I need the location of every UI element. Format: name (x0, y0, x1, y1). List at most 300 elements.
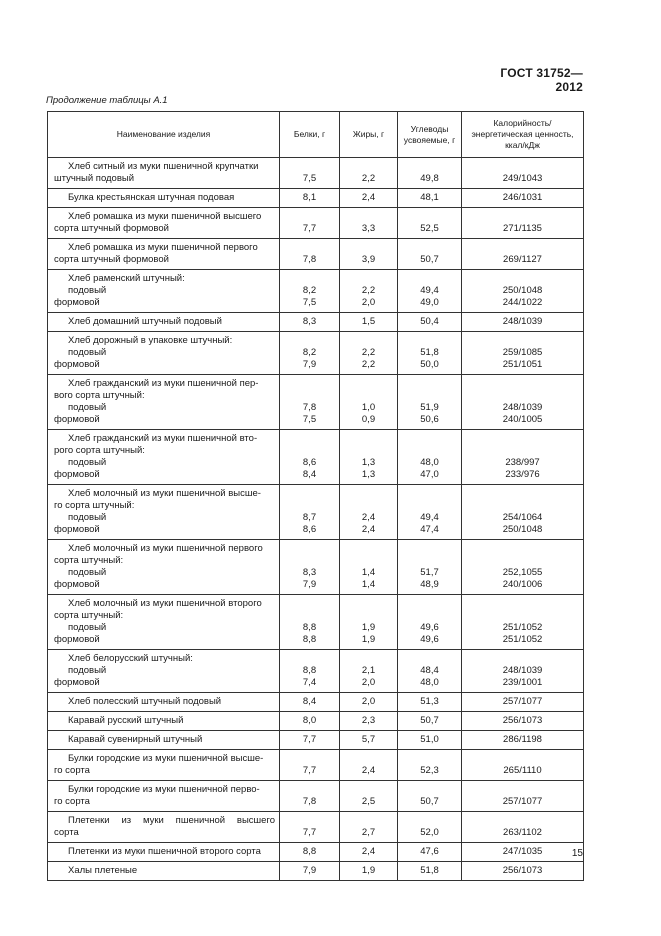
product-name-cell (48, 540, 280, 595)
product-name: Хлеб молочный из муки пшеничной второго (68, 598, 262, 609)
product-variant: формовой (54, 414, 100, 425)
energy-value: 250/1048 (502, 524, 543, 535)
column-header-fat: Жиры, г (340, 112, 398, 158)
energy-value: 240/1005 (502, 414, 543, 425)
energy-value: 256/1073 (502, 865, 543, 876)
product-name-cell (48, 693, 280, 712)
energy-value: 240/1006 (502, 579, 543, 590)
carbs-cell (398, 843, 462, 862)
product-name: Хлеб молочный из муки пшеничной первого (68, 543, 263, 554)
protein-cell (280, 189, 340, 208)
energy-cell (462, 843, 584, 862)
carbs-value: 50,7 (420, 796, 439, 807)
nutrition-table (47, 111, 584, 881)
energy-value: 257/1077 (502, 796, 543, 807)
product-name: Хлеб домашний штучный подовый (68, 316, 222, 327)
protein-value: 8,6 (302, 524, 317, 535)
carbs-value: 48,9 (420, 579, 439, 590)
carbs-value: 50,6 (420, 414, 439, 425)
product-variant: формовой (54, 469, 100, 480)
energy-value: 257/1077 (502, 696, 543, 707)
fat-cell (340, 781, 398, 812)
fat-value: 2,3 (361, 715, 376, 726)
fat-value: 1,4 (361, 567, 376, 578)
protein-value: 8,4 (302, 696, 317, 707)
product-variant: формовой (54, 359, 100, 370)
carbs-cell (398, 313, 462, 332)
energy-cell (462, 332, 584, 375)
fat-value: 2,5 (361, 796, 376, 807)
carbs-value: 48,1 (420, 192, 439, 203)
energy-value: 247/1035 (502, 846, 543, 857)
energy-value: 249/1043 (502, 173, 543, 184)
product-name: Хлеб гражданский из муки пшеничной пер- (68, 378, 259, 389)
product-variant: формовой (54, 634, 100, 645)
energy-value: 248/1039 (502, 316, 543, 327)
product-name-continued: сорта штучный: (54, 610, 124, 621)
energy-value: 259/1085 (502, 347, 543, 358)
fat-cell (340, 430, 398, 485)
product-name-cell (48, 750, 280, 781)
table-row (48, 208, 584, 239)
product-name-continued: сорта штучный: (54, 555, 124, 566)
fat-value: 2,2 (361, 359, 376, 370)
protein-value: 7,7 (302, 734, 317, 745)
table-row (48, 750, 584, 781)
carbs-value: 49,8 (420, 173, 439, 184)
carbs-value: 52,5 (420, 223, 439, 234)
fat-cell (340, 189, 398, 208)
energy-value: 252,1055 (502, 567, 543, 578)
product-variant: подовый (68, 665, 107, 676)
energy-value: 265/1110 (503, 765, 542, 776)
protein-cell (280, 781, 340, 812)
product-name: Каравай русский штучный (68, 715, 184, 726)
carbs-cell (398, 731, 462, 750)
product-name-cell (48, 812, 280, 843)
carbs-cell (398, 595, 462, 650)
energy-cell (462, 595, 584, 650)
fat-cell (340, 812, 398, 843)
energy-cell (462, 731, 584, 750)
product-name: Хлеб полесский штучный подовый (68, 696, 222, 707)
fat-value: 1,9 (361, 622, 376, 633)
product-name: Хлеб ситный из муки пшеничной крупчатки (68, 161, 259, 172)
fat-cell (340, 313, 398, 332)
product-name-cell (48, 239, 280, 270)
product-name-continued: го сорта (54, 796, 90, 807)
fat-value: 1,3 (361, 457, 376, 468)
fat-cell (340, 731, 398, 750)
protein-cell (280, 712, 340, 731)
energy-cell (462, 189, 584, 208)
energy-value: 263/1102 (503, 827, 542, 838)
table-body (48, 158, 584, 881)
energy-value: 251/1052 (502, 634, 543, 645)
product-name-continued: вого сорта штучный: (54, 390, 145, 401)
fat-value: 2,0 (361, 677, 376, 688)
energy-cell (462, 712, 584, 731)
fat-value: 2,2 (361, 173, 376, 184)
fat-cell (340, 158, 398, 189)
carbs-value: 49,0 (420, 297, 439, 308)
product-variant: подовый (68, 567, 107, 578)
protein-value: 8,1 (302, 192, 317, 203)
product-name-cell (48, 189, 280, 208)
carbs-value: 51,9 (420, 402, 439, 413)
table-row (48, 650, 584, 693)
protein-value: 8,0 (302, 715, 317, 726)
fat-cell (340, 375, 398, 430)
product-name-continued: сорта (54, 827, 79, 838)
carbs-cell (398, 208, 462, 239)
product-name-cell (48, 375, 280, 430)
table-row (48, 375, 584, 430)
product-name: Каравай сувенирный штучный (68, 734, 203, 745)
energy-cell (462, 208, 584, 239)
table-row (48, 731, 584, 750)
energy-cell (462, 239, 584, 270)
table-row (48, 812, 584, 843)
carbs-cell (398, 375, 462, 430)
protein-cell (280, 843, 340, 862)
energy-value: 233/976 (505, 469, 540, 480)
product-name: Хлеб ромашка из муки пшеничной первого (68, 242, 258, 253)
protein-cell (280, 650, 340, 693)
product-name-continued: го сорта (54, 765, 90, 776)
product-name: Хлеб дорожный в упаковке штучный: (68, 335, 233, 346)
energy-cell (462, 485, 584, 540)
fat-cell (340, 485, 398, 540)
protein-value: 7,8 (302, 402, 317, 413)
carbs-cell (398, 712, 462, 731)
product-name: Хлеб раменский штучный: (68, 273, 185, 284)
table-header-row (48, 112, 584, 158)
protein-value: 7,5 (302, 173, 317, 184)
table-row (48, 270, 584, 313)
product-name: Хлеб белорусский штучный: (68, 653, 193, 664)
protein-value: 8,4 (302, 469, 317, 480)
protein-cell (280, 270, 340, 313)
energy-cell (462, 750, 584, 781)
product-name-cell (48, 208, 280, 239)
product-name-continued: го сорта штучный: (54, 500, 135, 511)
fat-value: 1,0 (361, 402, 376, 413)
fat-value: 0,9 (361, 414, 376, 425)
fat-value: 3,3 (361, 223, 376, 234)
energy-cell (462, 313, 584, 332)
protein-value: 8,8 (302, 665, 317, 676)
protein-value: 7,4 (302, 677, 317, 688)
product-name-cell (48, 595, 280, 650)
product-name-cell (48, 313, 280, 332)
product-variant: подовый (68, 285, 107, 296)
product-name: Плетенки из муки пшеничной второго сорта (68, 846, 261, 857)
fat-value: 2,4 (361, 765, 376, 776)
fat-cell (340, 208, 398, 239)
product-name: Халы плетеные (68, 865, 138, 876)
fat-value: 1,9 (361, 865, 376, 876)
carbs-value: 50,7 (420, 254, 439, 265)
fat-cell (340, 693, 398, 712)
carbs-cell (398, 332, 462, 375)
energy-value: 239/1001 (502, 677, 543, 688)
product-name-cell (48, 731, 280, 750)
fat-value: 2,4 (361, 192, 376, 203)
protein-cell (280, 540, 340, 595)
energy-value: 250/1048 (502, 285, 543, 296)
product-name-cell (48, 843, 280, 862)
fat-value: 3,9 (361, 254, 376, 265)
carbs-value: 49,4 (420, 285, 439, 296)
energy-value: 251/1052 (502, 622, 543, 633)
carbs-cell (398, 693, 462, 712)
fat-value: 1,5 (361, 316, 376, 327)
energy-value: 244/1022 (502, 297, 543, 308)
table-continuation-caption: Продолжение таблицы А.1 (46, 95, 168, 106)
fat-value: 2,1 (361, 665, 376, 676)
protein-value: 8,7 (302, 512, 317, 523)
product-name-cell (48, 862, 280, 881)
fat-value: 2,2 (361, 285, 376, 296)
carbs-cell (398, 270, 462, 313)
column-header-name: Наименование изделия (48, 112, 280, 158)
fat-value: 2,7 (361, 827, 376, 838)
carbs-value: 52,0 (420, 827, 439, 838)
product-name-continued: сорта штучный формовой (54, 254, 169, 265)
product-name-cell (48, 781, 280, 812)
energy-cell (462, 540, 584, 595)
product-name-continued: рого сорта штучный: (54, 445, 145, 456)
carbs-cell (398, 430, 462, 485)
fat-value: 1,9 (361, 634, 376, 645)
fat-value: 1,4 (361, 579, 376, 590)
carbs-value: 50,0 (420, 359, 439, 370)
carbs-value: 47,4 (420, 524, 439, 535)
product-name-cell (48, 712, 280, 731)
protein-value: 7,7 (302, 827, 317, 838)
protein-value: 7,5 (302, 297, 317, 308)
energy-cell (462, 693, 584, 712)
energy-cell (462, 781, 584, 812)
product-name: Хлеб молочный из муки пшеничной высше- (68, 488, 261, 499)
carbs-value: 51,8 (420, 347, 439, 358)
protein-value: 7,9 (302, 579, 317, 590)
product-name: Плетенки из муки пшеничной высшего (68, 815, 275, 826)
energy-value: 251/1051 (502, 359, 543, 370)
carbs-cell (398, 485, 462, 540)
protein-value: 7,7 (302, 765, 317, 776)
product-name: Хлеб гражданский из муки пшеничной вто- (68, 433, 258, 444)
product-variant: подовый (68, 402, 107, 413)
fat-cell (340, 332, 398, 375)
fat-cell (340, 270, 398, 313)
carbs-value: 52,3 (420, 765, 439, 776)
fat-cell (340, 750, 398, 781)
carbs-value: 47,0 (420, 469, 439, 480)
carbs-cell (398, 862, 462, 881)
protein-cell (280, 313, 340, 332)
fat-cell (340, 712, 398, 731)
product-variant: формовой (54, 297, 100, 308)
carbs-cell (398, 239, 462, 270)
table-row (48, 239, 584, 270)
protein-value: 7,5 (302, 414, 317, 425)
fat-cell (340, 595, 398, 650)
protein-value: 7,7 (302, 223, 317, 234)
column-header-protein: Белки, г (280, 112, 340, 158)
energy-cell (462, 375, 584, 430)
fat-cell (340, 239, 398, 270)
fat-value: 2,2 (361, 347, 376, 358)
table-row (48, 781, 584, 812)
carbs-value: 49,6 (420, 622, 439, 633)
protein-value: 7,8 (302, 796, 317, 807)
carbs-value: 49,4 (420, 512, 439, 523)
energy-value: 238/997 (505, 457, 540, 468)
protein-value: 8,8 (302, 634, 317, 645)
column-header-energy: Калорийность/ энергетическая ценность, ккал/кДж (462, 112, 584, 158)
table-row (48, 332, 584, 375)
product-variant: подовый (68, 512, 107, 523)
protein-value: 8,8 (302, 846, 317, 857)
carbs-value: 50,4 (420, 316, 439, 327)
energy-value: 246/1031 (502, 192, 543, 203)
standard-designation: ГОСТ 31752—2012 (500, 66, 583, 94)
carbs-value: 47,6 (420, 846, 439, 857)
table-row (48, 843, 584, 862)
energy-value: 269/1127 (503, 254, 542, 265)
protein-value: 7,9 (302, 865, 317, 876)
page-number: 15 (571, 848, 583, 859)
fat-value: 5,7 (361, 734, 376, 745)
protein-cell (280, 485, 340, 540)
protein-value: 8,3 (302, 567, 317, 578)
carbs-value: 51,3 (420, 696, 439, 707)
table-row (48, 693, 584, 712)
energy-value: 248/1039 (502, 665, 543, 676)
carbs-cell (398, 540, 462, 595)
product-variant: подовый (68, 622, 107, 633)
table-row (48, 712, 584, 731)
protein-value: 7,9 (302, 359, 317, 370)
protein-value: 8,8 (302, 622, 317, 633)
protein-cell (280, 812, 340, 843)
fat-value: 2,0 (361, 696, 376, 707)
product-variant: подовый (68, 347, 107, 358)
protein-value: 8,2 (302, 347, 317, 358)
protein-cell (280, 158, 340, 189)
energy-cell (462, 270, 584, 313)
carbs-cell (398, 189, 462, 208)
product-name-cell (48, 332, 280, 375)
table-row (48, 485, 584, 540)
energy-cell (462, 862, 584, 881)
energy-cell (462, 430, 584, 485)
product-variant: подовый (68, 457, 107, 468)
product-name-continued: штучный подовый (54, 173, 135, 184)
carbs-cell (398, 650, 462, 693)
product-name-cell (48, 485, 280, 540)
energy-value: 271/1135 (503, 223, 542, 234)
energy-cell (462, 650, 584, 693)
carbs-value: 48,0 (420, 677, 439, 688)
energy-value: 286/1198 (503, 734, 542, 745)
fat-value: 2,4 (361, 524, 376, 535)
fat-value: 2,4 (361, 512, 376, 523)
carbs-value: 48,0 (420, 457, 439, 468)
protein-cell (280, 430, 340, 485)
energy-value: 248/1039 (502, 402, 543, 413)
carbs-value: 50,7 (420, 715, 439, 726)
product-name: Булки городские из муки пшеничной перво- (68, 784, 260, 795)
protein-value: 8,2 (302, 285, 317, 296)
product-name: Хлеб ромашка из муки пшеничной высшего (68, 211, 262, 222)
product-variant: формовой (54, 524, 100, 535)
table-row (48, 540, 584, 595)
product-name-cell (48, 270, 280, 313)
carbs-value: 48,4 (420, 665, 439, 676)
carbs-value: 51,7 (420, 567, 439, 578)
carbs-value: 51,8 (420, 865, 439, 876)
protein-cell (280, 750, 340, 781)
table-row (48, 430, 584, 485)
fat-cell (340, 540, 398, 595)
protein-cell (280, 595, 340, 650)
protein-value: 8,3 (302, 316, 317, 327)
fat-cell (340, 843, 398, 862)
carbs-cell (398, 781, 462, 812)
table-row (48, 189, 584, 208)
table-row (48, 595, 584, 650)
fat-value: 2,4 (361, 846, 376, 857)
product-name: Булки городские из муки пшеничной высше- (68, 753, 264, 764)
carbs-cell (398, 750, 462, 781)
fat-cell (340, 862, 398, 881)
carbs-value: 51,0 (420, 734, 439, 745)
protein-value: 8,6 (302, 457, 317, 468)
protein-cell (280, 375, 340, 430)
table-row (48, 862, 584, 881)
fat-cell (340, 650, 398, 693)
protein-cell (280, 332, 340, 375)
product-name: Булка крестьянская штучная подовая (68, 192, 235, 203)
product-name-cell (48, 650, 280, 693)
table-row (48, 313, 584, 332)
product-variant: формовой (54, 579, 100, 590)
protein-value: 7,8 (302, 254, 317, 265)
product-name-cell (48, 158, 280, 189)
protein-cell (280, 239, 340, 270)
protein-cell (280, 208, 340, 239)
energy-value: 254/1064 (502, 512, 543, 523)
carbs-value: 49,6 (420, 634, 439, 645)
protein-cell (280, 731, 340, 750)
protein-cell (280, 862, 340, 881)
energy-value: 256/1073 (502, 715, 543, 726)
fat-value: 2,0 (361, 297, 376, 308)
fat-value: 1,3 (361, 469, 376, 480)
product-name-cell (48, 430, 280, 485)
product-name-continued: сорта штучный формовой (54, 223, 169, 234)
carbs-cell (398, 158, 462, 189)
carbs-cell (398, 812, 462, 843)
product-variant: формовой (54, 677, 100, 688)
column-header-carbs: Углеводы усвояемые, г (398, 112, 462, 158)
energy-cell (462, 812, 584, 843)
energy-cell (462, 158, 584, 189)
protein-cell (280, 693, 340, 712)
